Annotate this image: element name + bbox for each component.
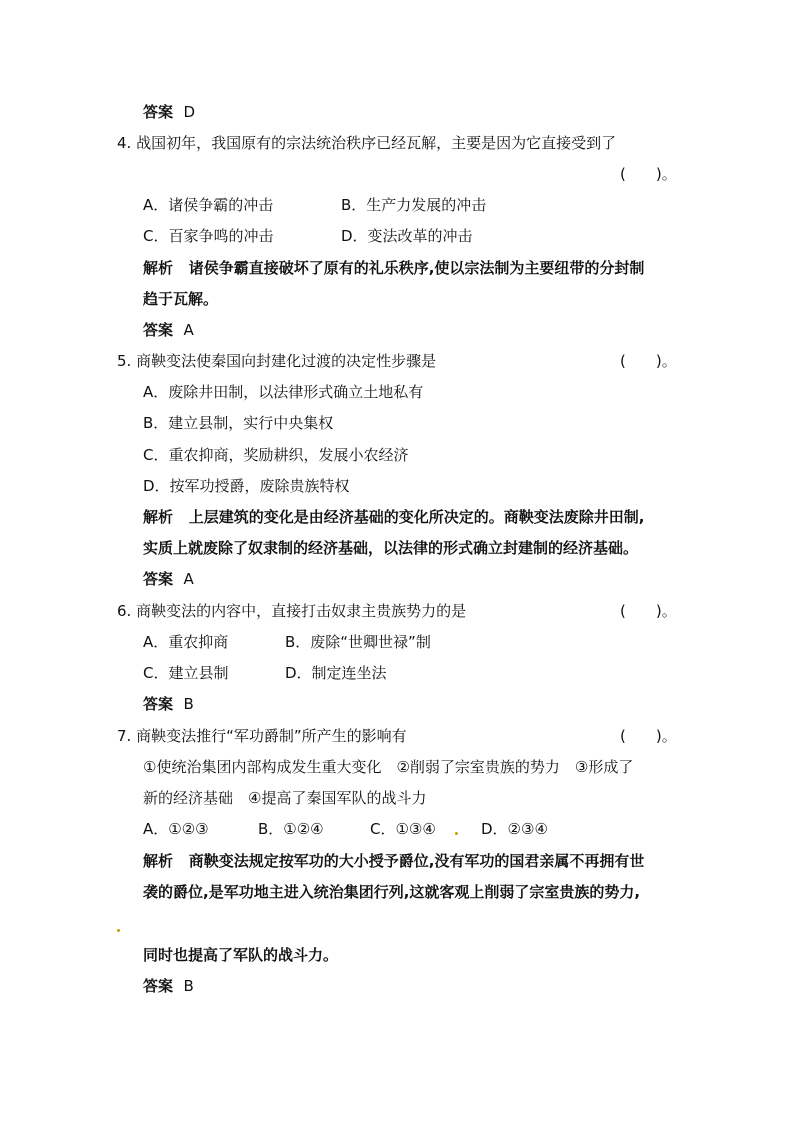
question-4-analysis-line-1: 解析 诸侯争霸直接破坏了原有的礼乐秩序,使以宗法制为主要纽带的分封制	[143, 259, 645, 277]
question-7-analysis-line-2: 袭的爵位,是军功地主进入统治集团行列,这就客观上削弱了宗室贵族的势力,	[143, 883, 641, 901]
yellow-dot-mark	[117, 929, 120, 932]
question-4-option-a: A．诸侯争霸的冲击	[143, 196, 274, 214]
answer-line-3: 答案 D	[143, 103, 196, 121]
question-4-option-d: D．变法改革的冲击	[341, 227, 473, 245]
question-6-option-b: B．废除“世卿世禄”制	[285, 633, 431, 651]
question-7-answer: 答案 B	[143, 977, 194, 995]
question-7-analysis-line-3: 同时也提高了军队的战斗力。	[143, 946, 339, 964]
question-7-stem: 7. 商鞅变法推行“军功爵制”所产生的影响有	[117, 727, 407, 745]
question-4-option-b: B．生产力发展的冲击	[341, 196, 487, 214]
question-4-analysis-line-2: 趋于瓦解。	[143, 290, 219, 308]
question-4-answer: 答案 A	[143, 321, 194, 339]
question-6-option-a: A．重农抑商	[143, 633, 229, 651]
question-5-paren: ( )。	[620, 352, 677, 370]
question-5-option-a: A．废除井田制，以法律形式确立土地私有	[143, 383, 424, 401]
question-7-option-b: B．①②④	[258, 820, 324, 838]
question-7-option-d: D．②③④	[481, 820, 548, 838]
question-4-option-c: C．百家争鸣的冲击	[143, 227, 274, 245]
question-7-paren: ( )。	[620, 727, 677, 745]
question-5-option-c: C．重农抑商，奖励耕织，发展小农经济	[143, 446, 409, 464]
question-6-option-c: C．建立县制	[143, 664, 229, 682]
question-6-answer: 答案 B	[143, 695, 194, 713]
question-7-stem-line-1: ①使统治集团内部构成发生重大变化 ②削弱了宗室贵族的势力 ③形成了	[143, 758, 634, 776]
question-6-stem: 6. 商鞅变法的内容中，直接打击奴隶主贵族势力的是	[117, 602, 467, 620]
question-5-option-b: B．建立县制，实行中央集权	[143, 414, 334, 432]
question-6-paren: ( )。	[620, 602, 677, 620]
question-5-analysis-line-2: 实质上就废除了奴隶制的经济基础，以法律的形式确立封建制的经济基础。	[143, 539, 639, 557]
question-5-option-d: D．按军功授爵，废除贵族特权	[143, 477, 350, 495]
question-4-stem: 4. 战国初年，我国原有的宗法统治秩序已经瓦解，主要是因为它直接受到了	[117, 134, 617, 152]
question-5-stem: 5. 商鞅变法使秦国向封建化过渡的决定性步骤是	[117, 352, 437, 370]
question-6-option-d: D．制定连坐法	[285, 664, 387, 682]
yellow-dot-mark	[455, 832, 458, 835]
question-7-stem-line-2: 新的经济基础 ④提高了秦国军队的战斗力	[143, 789, 427, 807]
question-5-answer: 答案 A	[143, 570, 194, 588]
question-7-option-c: C．①③④	[370, 820, 436, 838]
question-7-analysis-line-1: 解析 商鞅变法规定按军功的大小授予爵位,没有军功的国君亲属不再拥有世	[143, 852, 645, 870]
question-5-analysis-line-1: 解析 上层建筑的变化是由经济基础的变化所决定的。商鞅变法废除井田制,	[143, 508, 645, 526]
question-4-paren: ( )。	[620, 165, 677, 183]
question-7-option-a: A．①②③	[143, 820, 209, 838]
